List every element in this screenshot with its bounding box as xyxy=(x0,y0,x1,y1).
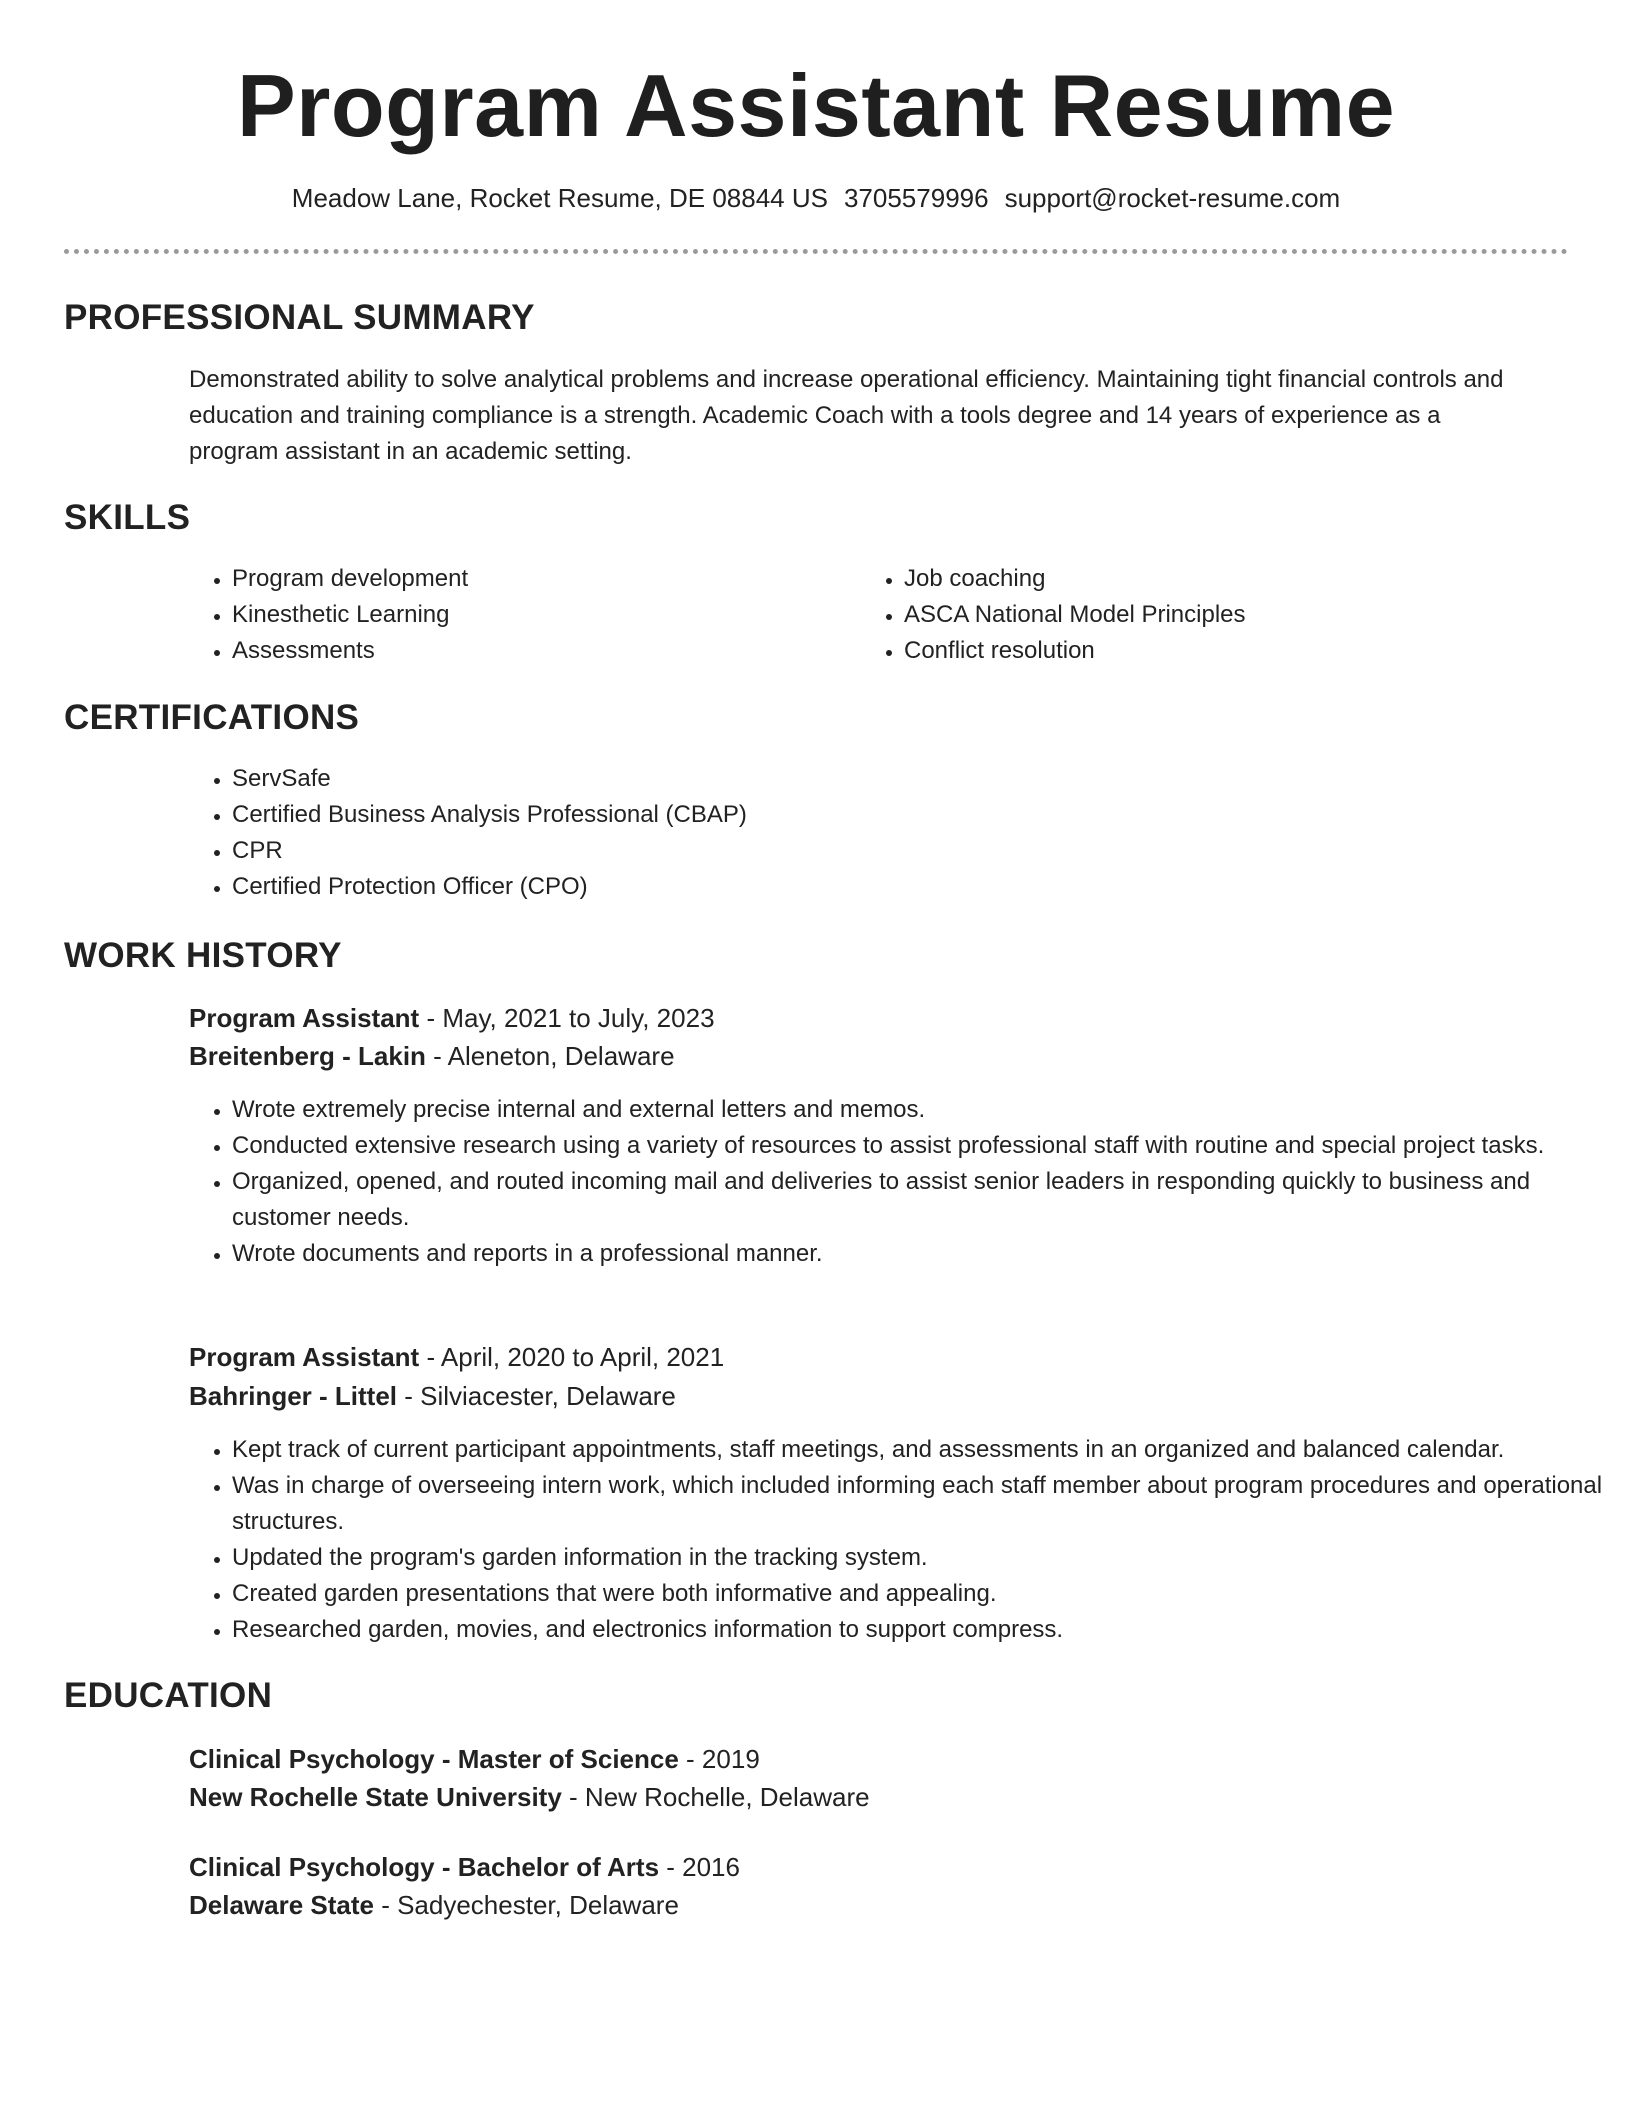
summary-text: Demonstrated ability to solve analytical problems and increase operational efficiency. Maintaining tight financial controls and education and training compliance is a strength. Academic Coach with a tools degree and 14 years of experience as a program assistant in an academic setting. xyxy=(189,366,1504,465)
job-company: Bahringer - Littel xyxy=(189,1381,398,1411)
education-year: - 2016 xyxy=(659,1852,740,1882)
education-school: New Rochelle State University xyxy=(189,1782,562,1812)
job-bullet: • Conducted extensive research using a variety of resources to assist professional staff with routine and special project tasks. xyxy=(232,1128,1592,1164)
certification-item: • Certified Protection Officer (CPO) xyxy=(232,869,1532,905)
certification-item: • Certified Business Analysis Professional (CBAP) xyxy=(232,797,1532,833)
certification-item: • CPR xyxy=(232,833,1532,869)
skill-item: • ASCA National Model Principles xyxy=(904,597,1524,633)
education-degree-line xyxy=(189,1740,760,1778)
education-location: - Sadyechester, Delaware xyxy=(373,1890,679,1920)
section-title-skills: SKILLS xyxy=(64,498,191,537)
job-bullet: • Wrote extremely precise internal and external letters and memos. xyxy=(232,1092,1592,1128)
email: support@rocket-resume.com xyxy=(1004,183,1341,213)
job-bullets xyxy=(188,1432,1612,1648)
job-location: - Aleneton, Delaware xyxy=(425,1041,675,1071)
header-divider xyxy=(64,249,1568,254)
certification-item: • ServSafe xyxy=(232,761,1532,797)
education-school-line xyxy=(189,1886,679,1924)
job-bullet: • Organized, opened, and routed incoming mail and deliveries to assist senior leaders in responding quickly to business and customer needs. xyxy=(232,1164,1592,1236)
job-dates: - May, 2021 to July, 2023 xyxy=(419,1003,715,1033)
phone: 3705579996 xyxy=(843,183,989,213)
job-bullet: • Was in charge of overseeing intern work, which included informing each staff member about program procedures and operational structures. xyxy=(232,1468,1612,1540)
job-bullet: • Kept track of current participant appointments, staff meetings, and assessments in an organized and balanced calendar. xyxy=(232,1432,1612,1468)
section-title-summary: PROFESSIONAL SUMMARY xyxy=(64,298,535,337)
job-dates: - April, 2020 to April, 2021 xyxy=(419,1342,725,1372)
job-bullets xyxy=(188,1092,1592,1272)
skills-list-left xyxy=(188,561,852,669)
job-title-line xyxy=(189,1338,724,1376)
contact-line xyxy=(0,180,1632,216)
job-role: Program Assistant xyxy=(189,1342,420,1372)
education-year: - 2019 xyxy=(678,1744,760,1774)
job-company-line xyxy=(189,1037,675,1075)
job-bullet: • Created garden presentations that were both informative and appealing. xyxy=(232,1576,1612,1612)
skill-item: • Assessments xyxy=(232,633,852,669)
education-degree: Clinical Psychology - Master of Science xyxy=(189,1744,679,1774)
job-bullet: • Wrote documents and reports in a professional manner. xyxy=(232,1236,1592,1272)
education-school: Delaware State xyxy=(189,1890,374,1920)
education-school-line xyxy=(189,1778,870,1816)
skill-item: • Job coaching xyxy=(904,561,1524,597)
skill-item: • Program development xyxy=(232,561,852,597)
skills-list-right xyxy=(860,561,1524,669)
section-title-certifications: CERTIFICATIONS xyxy=(64,698,360,737)
job-bullet: • Updated the program's garden information in the tracking system. xyxy=(232,1540,1612,1576)
resume-title: Program Assistant Resume xyxy=(236,56,1396,155)
section-title-education: EDUCATION xyxy=(64,1676,273,1715)
skill-item: • Kinesthetic Learning xyxy=(232,597,852,633)
job-bullet: • Researched garden, movies, and electronics information to support compress. xyxy=(232,1612,1612,1648)
education-degree-line xyxy=(189,1848,740,1886)
job-company: Breitenberg - Lakin xyxy=(189,1041,426,1071)
job-role: Program Assistant xyxy=(189,1003,420,1033)
education-location: - New Rochelle, Delaware xyxy=(561,1782,870,1812)
section-title-work-history: WORK HISTORY xyxy=(64,936,342,975)
skill-item: • Conflict resolution xyxy=(904,633,1524,669)
education-degree: Clinical Psychology - Bachelor of Arts xyxy=(189,1852,660,1882)
job-company-line xyxy=(189,1377,676,1415)
job-title-line xyxy=(189,999,715,1037)
job-location: - Silviacester, Delaware xyxy=(397,1381,676,1411)
certifications-list xyxy=(188,761,1532,905)
address: Meadow Lane, Rocket Resume, DE 08844 US xyxy=(291,183,828,213)
